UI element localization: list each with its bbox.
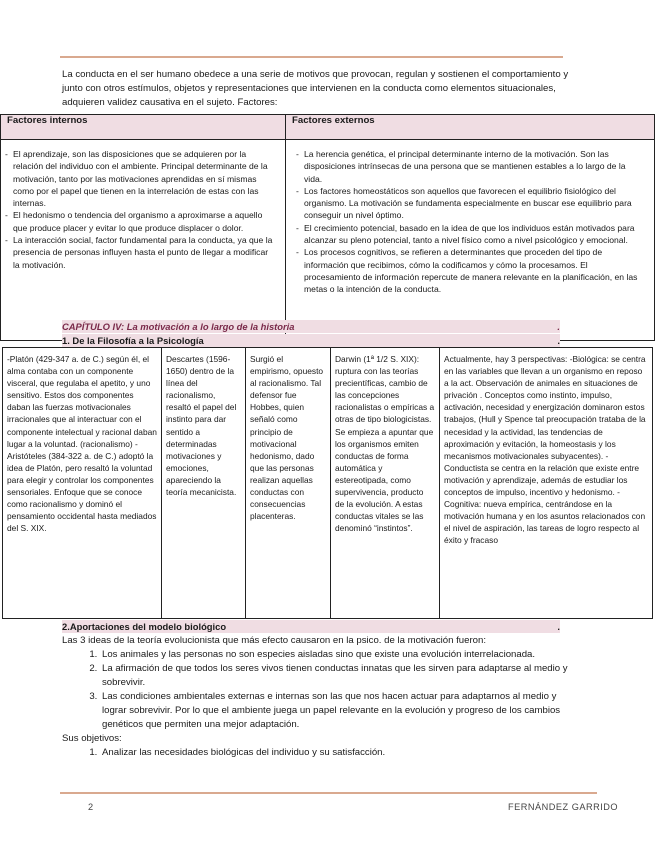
page-number: 2 [88, 802, 94, 812]
header-internos: Factores internos [1, 115, 286, 140]
cell-internos [1, 140, 286, 341]
chapter-title [62, 320, 560, 333]
section-1-title: 1. De la Filosofía a la Psicología [62, 335, 204, 346]
history-cell-empirismo: Surgió el empirismo, opuesto al racionalismo. Tal defensor fue Hobbes, quien señaló como principio de motivacional hedonismo, dado que las personas realizan aquellas conductas con consecuencias placenteras. [246, 348, 331, 619]
list-item: 1. Analizar las necesidades biológicas del individuo y su satisfacción. [100, 746, 582, 760]
list-item: - Los procesos cognitivos, se refieren a determinantes que proceden del tipo de información que recibimos, cómo la codificamos y cómo la procesamos. El procesamiento de información repercute de manera relevante en la planificación, en las metas o la intención de la conducta. [292, 246, 644, 295]
footer-author: FERNÁNDEZ GARRIDO [508, 802, 619, 812]
chapter-title-text: CAPÍTULO IV: La motivación a lo largo de la historia [62, 321, 295, 332]
history-cell-descartes: Descartes (1596-1650) dentro de la línea del racionalismo, resaltó el papel del instinto para dar sentido a determinadas motivaciones y emociones, apareciendo la teoría mecanicista. [162, 348, 246, 619]
history-cell-darwin: Darwin (1ª 1/2 S. XIX): ruptura con las teorías precientíficas, cambio de las concepciones racionalistas o empíricas a otras de tipo biologicistas. Se empieza a apuntar que los organismos emiten conductas de forma automática y estereotipada, como supervivencia, producto de la evolución. A estas conductas vitales se las denominó “instintos”. [331, 348, 440, 619]
list-item: - La interacción social, factor fundamental para la conducta, ya que la presencia de personas influyen hasta el punto de llegar a modificar la motivación. [1, 234, 277, 271]
intro-paragraph: La conducta en el ser humano obedece a una serie de motivos que provocan, regulan y sostienen el comportamiento y junto con otros estímulos, objetos y representaciones que intervienen en la conducta como elementos situacionales, adquieren validez causativa en el sujeto. Factores: [62, 69, 569, 109]
band-dot: . [557, 621, 560, 632]
top-rule [60, 56, 563, 58]
section-2-body [62, 634, 582, 760]
history-table [2, 347, 653, 619]
list-item: - La herencia genética, el principal determinante interno de la motivación. Son las disposiciones intrínsecas de una persona que se mantienen estables a lo largo de la vida. [292, 148, 644, 185]
list-item: 1. Los animales y las personas no son especies aisladas sino que existe una evolución interrelacionada. [100, 648, 582, 662]
list-item: - El hedonismo o tendencia del organismo a aproximarse a aquello que produce placer y evitar lo que produce displacer o dolor. [1, 209, 277, 234]
section-2-intro: Las 3 ideas de la teoría evolucionista que más efecto causaron en la psico. de la motivación fueron: [62, 635, 486, 646]
list-item: 3. Las condiciones ambientales externas e internas son las que nos hacen actuar para adaptarnos al medio y lograr sobrevivir. Por lo que el ambiente juega un papel relevante en la evolución y progreso de los cambios genéticos que permiten una mejor adaptación. [100, 690, 582, 732]
ideas-list [62, 648, 582, 732]
list-item: - Los factores homeostáticos son aquellos que favorecen el equilibrio fisiológico del organismo. La motivación se fundamenta especialmente en buscar ese equilibrio para conseguir un nivel óptimo. [292, 185, 644, 222]
cell-externos [286, 140, 655, 341]
list-item: 2. La afirmación de que todos los seres vivos tienen conductas innatas que les sirven para adaptarse al medio y sobrevivir. [100, 662, 582, 690]
history-cell-actualmente: Actualmente, hay 3 perspectivas: -Biológica: se centra en las variables que llevan a un organismo en reposo a la act. Observación de animales en situaciones de privación . Conceptos como instinto, impulso, activación, necesidad y energización dominaron estos trabajos, (Hull y Spence tal preocupación trataba de la necesidad y la actividad, las tendencias de aproximación y evitación, la homeostasis y los mecanismos motivacionales subyacentes). -Conductista se centra en la relación que existe entre motivación y aprendizaje, además de estudiar los conceptos de impulso, incentivo y hedonismo. -Cognitiva: nueva empírica, centrándose en la motivación humana y en los asuntos relacionados con el nivel de aspiración, las tareas de logro respecto al éxito y fracaso [440, 348, 653, 619]
band-dot: . [557, 335, 560, 346]
list-item: - El crecimiento potencial, basado en la idea de que los individuos están motivados para alcanzar su pleno potencial, tanto a nivel físico como a nivel psicológico y emocional. [292, 222, 644, 247]
section-2-title: 2.Aportaciones del modelo biológico [62, 621, 227, 632]
factors-table [0, 114, 655, 341]
section-1-heading [62, 334, 560, 347]
section-2-heading [62, 620, 560, 633]
list-item: - El aprendizaje, son las disposiciones que se adquieren por la relación del individuo con el ambiente. Principal determinante de la motivación, tanto por las motivaciones aprendidas en sí mismas como por el papel que tienen en la interrelación de estas con las internas. [1, 148, 277, 209]
objectives-label: Sus objetivos: [62, 733, 122, 744]
objectives-list [62, 746, 582, 760]
header-externos: Factores externos [286, 115, 655, 140]
bottom-rule [60, 792, 597, 794]
history-cell-platon: -Platón (429-347 a. de C.) según él, el alma contaba con un componente visceral, que regulaba el apetito, y uno sensitivo. Estos dos componentes daban las fuerzas motivacionales irracionales que al interactuar con el componente intelectual y racional daban lugar a la voluntad. (racionalismo) -Aristóteles (384-322 a. de C.) adoptó la idea de Platón, pero resaltó la voluntad para elegir y controlar los componentes sensoriales. Enfoque que se conoce como racionalismo y dominó el pensamiento occidental hasta mediados del S. XIX. [3, 348, 162, 619]
band-dot: . [557, 321, 560, 332]
